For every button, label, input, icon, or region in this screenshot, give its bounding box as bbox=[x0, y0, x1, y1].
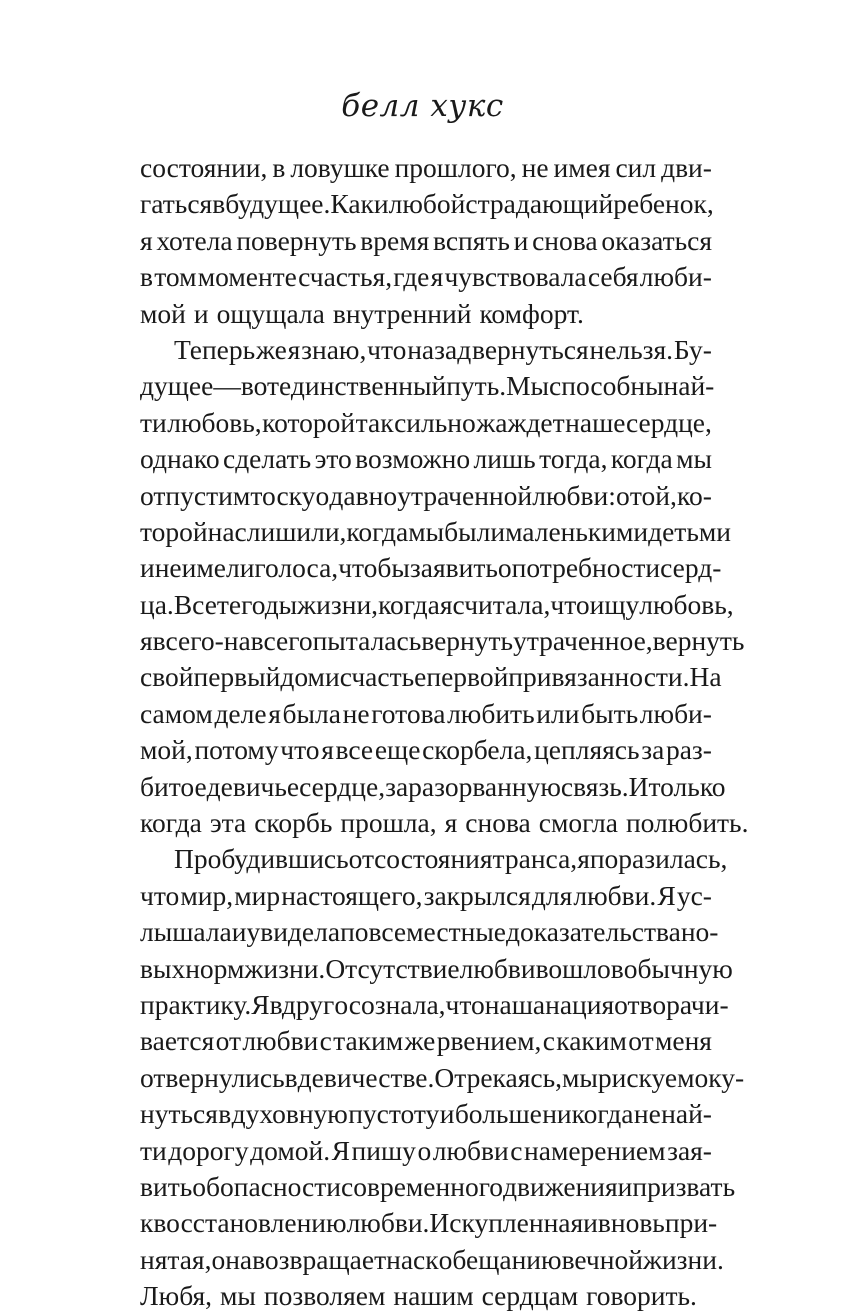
text-line: нятая, она возвращает нас к обещанию вечной жизни. bbox=[140, 1243, 724, 1275]
text-line: состоянии, в ловушке прошлого, не имея сил дви- bbox=[140, 152, 712, 183]
paragraph bbox=[140, 332, 749, 841]
text-line: и не имели голоса, чтобы заявить о потребности серд- bbox=[140, 552, 722, 584]
text-line: свой первый дом и счастье первой привязанности. На bbox=[140, 661, 722, 693]
text-line: в том моменте счастья, где я чувствовала себя люби- bbox=[140, 261, 712, 293]
text-line: практику. Я вдруг осознала, что наша нация отворачи- bbox=[140, 988, 729, 1020]
text-line: к восстановлению любви. Искупленная и вновь при- bbox=[140, 1207, 718, 1239]
text-line: битое девичье сердце, за разорванную связь. И только bbox=[140, 770, 726, 802]
text-line: вается от любви с таким же рвением, с каким от меня bbox=[140, 1025, 712, 1057]
body-text bbox=[140, 150, 749, 1315]
text-line: дущее — вот единственный путь. Мы способны най- bbox=[140, 370, 715, 402]
paragraph bbox=[140, 841, 745, 1314]
text-line: отвернулись в девичестве. Отрекаясь, мы рискуем оку- bbox=[140, 1061, 745, 1093]
text-line: я хотела повернуть время вспять и снова оказаться bbox=[140, 224, 712, 256]
text-line: когда эта скорбь прошла, я снова смогла полюбить. bbox=[140, 807, 749, 839]
text-line: самом деле я была не готова любить или быть люби- bbox=[140, 697, 712, 729]
text-line: ца. Все те годы жизни, когда я считала, что ищу любовь, bbox=[140, 588, 734, 620]
text-line: отпустим тоску о давно утраченной любви: о той, ко- bbox=[140, 479, 712, 511]
paragraph bbox=[140, 150, 712, 332]
text-line: что мир, мир настоящего, закрылся для любви. Я ус- bbox=[140, 879, 712, 911]
text-line: вить об опасности современного движения и призвать bbox=[140, 1170, 736, 1202]
text-line: я всего-навсего пыталась вернуть утраченное, вернуть bbox=[140, 625, 745, 657]
text-line: лышала и увидела повсеместные доказательства но- bbox=[140, 916, 719, 948]
text-line: Любя, мы позволяем нашим сердцам говорить. bbox=[140, 1280, 697, 1312]
text-line: Теперь же я знаю, что назад вернуться нельзя. Бу- bbox=[174, 333, 712, 365]
text-line: ти дорогу домой. Я пишу о любви с намерением зая- bbox=[140, 1134, 712, 1166]
running-head-author: белл хукс bbox=[341, 88, 504, 124]
text-line: мой и ощущала внутренний комфорт. bbox=[140, 297, 584, 329]
text-line: мой, потому что я все еще скорбела, цепляясь за раз- bbox=[140, 734, 712, 766]
text-line: однако сделать это возможно лишь тогда, когда мы bbox=[140, 443, 712, 475]
text-line: Пробудившись от состояния транса, я поразилась, bbox=[174, 843, 728, 875]
text-line: нуться в духовную пустоту и больше никогда не най- bbox=[140, 1098, 712, 1130]
text-line: торой нас лишили, когда мы были маленькими детьми bbox=[140, 515, 731, 547]
text-line: ти любовь, которой так сильно жаждет наше сердце, bbox=[140, 406, 712, 438]
text-line: гаться в будущее. Как и любой страдающий ребенок, bbox=[140, 188, 714, 220]
text-line: вых норм жизни. Отсутствие любви вошло в обычную bbox=[140, 952, 733, 984]
